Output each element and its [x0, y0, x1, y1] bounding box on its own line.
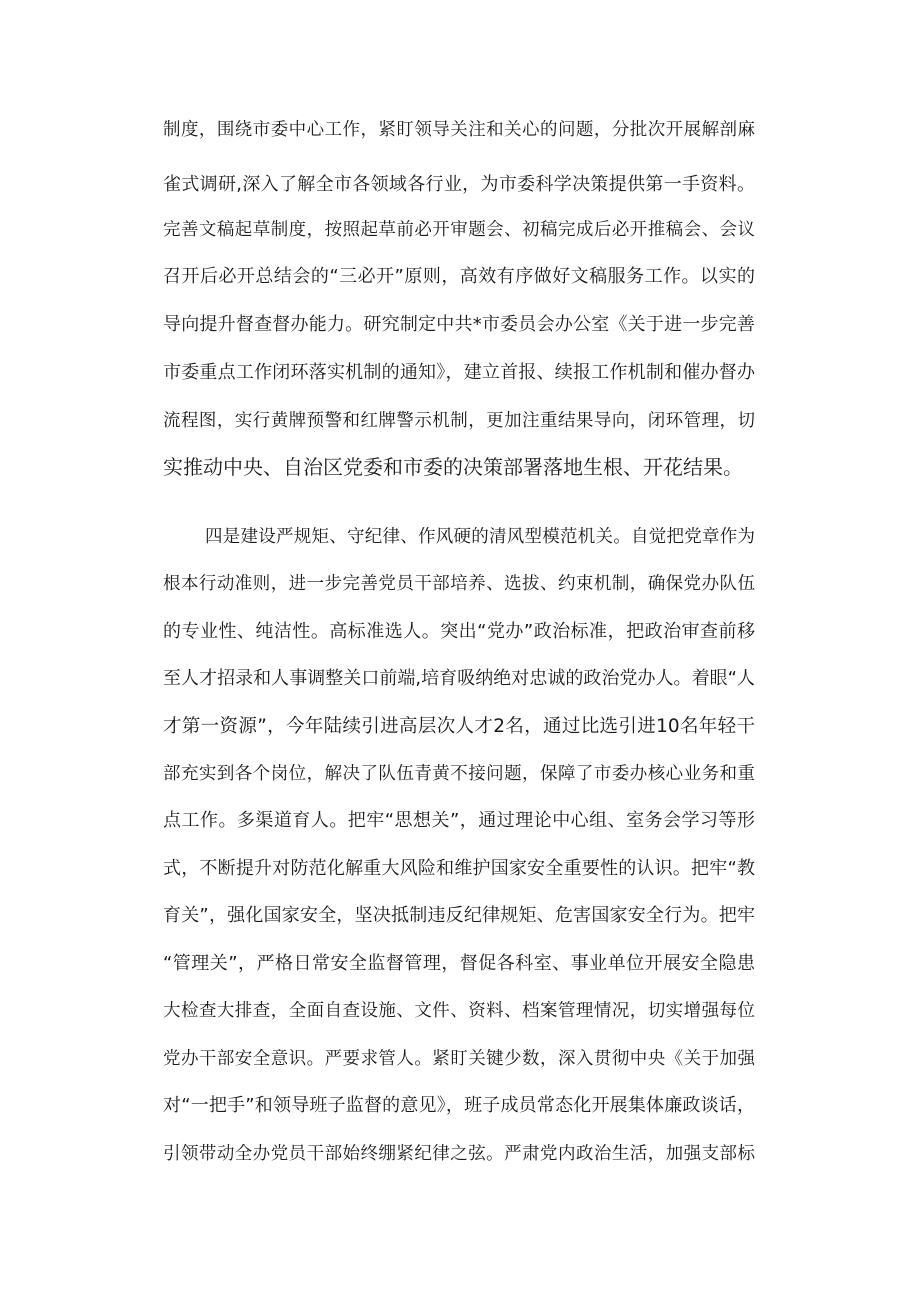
text-line: 根本行动准则，进一步完善党员干部培养、选拔、约束机制，确保党办队伍: [163, 574, 755, 594]
text-line: 育关”，强化国家安全，坚决抵制违反纪律规矩、危害国家安全行为。把牢: [163, 905, 755, 926]
text-line: 党办干部安全意识。严要求管人。紧盯关键少数，深入贯彻中央《关于加强: [163, 1049, 755, 1069]
text-line: 实推动中央、自治区党委和市委的决策部署落地生根、开花结果。: [163, 455, 743, 479]
text-line: 完善文稿起草制度，按照起草前必开审题会、初稿完成后必开推稿会、会议: [163, 220, 755, 240]
text-line: 点工作。多渠道育人。把牢“思想关”，通过理论中心组、室务会学习等形: [163, 810, 755, 831]
text-line: 雀式调研,深入了解全市各领域各行业，为市委科学决策提供第一手资料。: [163, 174, 755, 195]
text-line: 式，不断提升对防范化解重大风险和维护国家安全重要性的认识。把牢“教: [163, 858, 755, 879]
text-line: 才第一资源”，今年陆续引进高层次人才2名，通过比选引进10名年轻干: [163, 716, 755, 737]
text-line: 四是建设严规矩、守纪律、作风硬的清风型模范机关。自觉把党章作为: [205, 527, 755, 547]
text-line: 制度，围绕市委中心工作，紧盯领导关注和关心的问题，分批次开展解剖麻: [163, 120, 755, 140]
text-line: 部充实到各个岗位，解决了队伍青黄不接问题，保障了市委办核心业务和重: [163, 764, 755, 784]
text-line: 市委重点工作闭环落实机制的通知》，建立首报、续报工作机制和催办督办: [163, 362, 755, 383]
text-line: 召开后必开总结会的“三必开”原则，高效有序做好文稿服务工作。以实的: [163, 266, 755, 287]
text-line: 大检查大排查，全面自查设施、文件、资料、档案管理情况，切实增强每位: [163, 1001, 755, 1021]
text-line: 的专业性、纯洁性。高标准选人。突出“党办”政治标准，把政治审查前移: [163, 621, 755, 642]
text-line: 至人才招录和人事调整关口前端,培育吸纳绝对忠诚的政治党办人。着眼“人: [163, 668, 755, 689]
text-line: 对“一把手”和领导班子监督的意见》，班子成员常态化开展集体廉政谈话，: [163, 1095, 755, 1116]
text-line: “管理关”，严格日常安全监督管理，督促各科室、事业单位开展安全隐患: [163, 953, 755, 974]
text-line: 流程图，实行黄牌预警和红牌警示机制，更加注重结果导向，闭环管理，切: [163, 411, 755, 431]
text-line: 引领带动全办党员干部始终绷紧纪律之弦。严肃党内政治生活，加强支部标: [163, 1144, 755, 1164]
text-line: 导向提升督查督办能力。研究制定中共*市委员会办公室《关于进一步完善: [163, 314, 755, 335]
